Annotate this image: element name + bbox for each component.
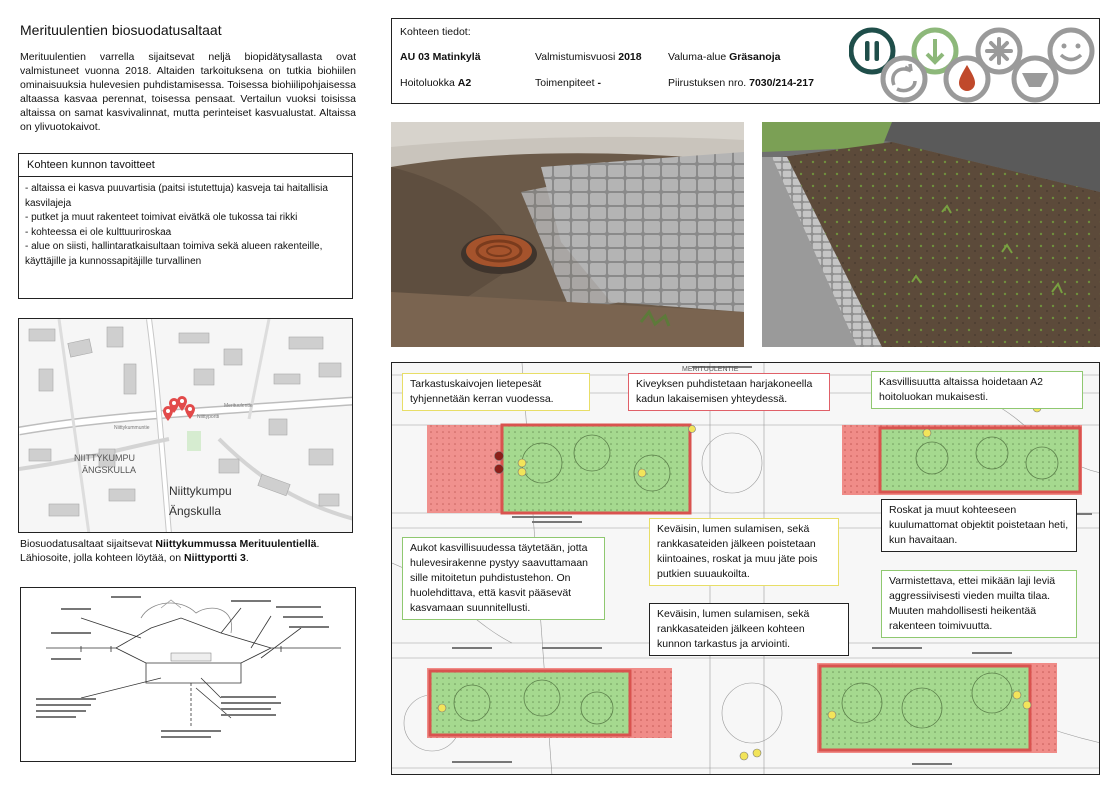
recycle-icon — [883, 58, 925, 100]
maintenance-class: Hoitoluokka A2 — [400, 77, 472, 89]
location-map — [18, 318, 353, 533]
map-caption-address: Niittyportti 3 — [184, 552, 246, 564]
note-litter-removal: Roskat ja muut kohteeseen kuulumattomat objektit poistetaan heti, kun havaitaan. — [881, 499, 1077, 552]
intro-text: Merituulentien varrella sijaitsevat neljä biopidätysallasta ovat valmistuneet vuonna 2018. Altaiden tarkoituksena on tutkia biohiilen ominaisuuksia hulevesien puhdistamisessa. Toisessa biohiilipohjaisessa altaassa kasvaa perennat, toisessa pensaat. Vertailun vuoksi toisissa altaissa on samat kasvivalinnat, mutta perinteiset kasvualustat. Altaissa on ylivuotokaivot. — [20, 51, 356, 133]
function-icons — [849, 27, 1099, 103]
catchment-area: Valuma-alue Gräsanoja — [668, 51, 781, 63]
basin-icon — [1014, 58, 1056, 100]
map-caption — [20, 537, 360, 565]
map-drawing — [19, 319, 353, 533]
map-caption-place: Niittykummussa Merituulentiellä — [155, 538, 317, 550]
goals-list — [19, 177, 352, 274]
measures: Toimenpiteet - — [535, 77, 601, 89]
page-title: Merituulentien biosuodatusaltaat — [20, 22, 222, 38]
goal-item: - alue on siisti, hallintaratkaisultaan toimiva sekä alueen rakenteille, käyttäjille ja kunnossapitäjille turvallinen — [25, 241, 323, 267]
map-label: Niittykummuntie — [114, 425, 150, 431]
site-info-box — [391, 18, 1100, 104]
note-vegetation-gaps: Aukot kasvillisuudessa täytetään, jotta hulevesirakenne pystyy saavuttamaan sille mitoitetun puhdistustehon. On huolehdittava, että kasvit pääsevät kasvamaan suunnitellusti. — [402, 537, 605, 620]
cross-section-svg — [21, 588, 356, 762]
photo-drawing — [391, 122, 744, 347]
note-invasive-species: Varmistettava, ettei mikään laji leviä aggressiivisesti vieden muilta tilaa. Muuten mahdollisesti heikentää rakenteen toimivuutta. — [881, 570, 1077, 638]
map-label: Niittykumpu — [169, 484, 232, 498]
drawing-number: Piirustuksen nro. 7030/214-217 — [668, 77, 814, 89]
completion-year: Valmistumisvuosi 2018 — [535, 51, 642, 63]
goals-box — [18, 153, 353, 299]
water-drop-icon — [946, 58, 988, 100]
plan-street-label: MERITUULENTIE — [682, 366, 739, 373]
note-paving-cleaning: Kiveyksen puhdistetaan harjakoneella kadun lakaisemisen yhteydessä. — [628, 373, 830, 411]
map-caption-text: . Lähiosoite, jolla kohteen löytää, on — [20, 538, 320, 564]
smiley-icon — [1050, 30, 1092, 72]
map-caption-text: Biosuodatusaltaat sijaitsevat — [20, 538, 156, 550]
site-photo-basin — [762, 122, 1100, 347]
map-label: Niittyportti — [197, 414, 220, 420]
photo-drawing — [762, 122, 1100, 347]
map-caption-text: . — [245, 552, 249, 564]
maintenance-plan — [391, 362, 1100, 775]
goal-item: - kohteessa ei ole kulttuuriroskaa — [25, 226, 172, 238]
note-sludge-pits: Tarkastuskaivojen lietepesät tyhjennetään kerran vuodessa. — [402, 373, 590, 411]
map-label: NIITTYKUMPU — [74, 453, 136, 463]
map-label: Ängskulla — [169, 504, 222, 518]
map-label: ÄNGSKULLA — [82, 465, 137, 475]
note-condition-inspection: Keväisin, lumen sulamisen, sekä rankkasateiden jälkeen kohteen kunnon tarkastus ja arviointi. — [649, 603, 849, 656]
map-label: Merituulentie — [224, 403, 253, 409]
site-photo-manhole — [391, 122, 744, 347]
cross-section-drawing — [20, 587, 356, 762]
goals-title: Kohteen kunnon tavoitteet — [19, 154, 352, 177]
note-pipe-outlets: Keväisin, lumen sulamisen, sekä rankkasateiden jälkeen poistetaan kiintoaines, roskat ja muu jäte pois putkien suuaukoilta. — [649, 518, 839, 586]
site-code: AU 03 Matinkylä — [400, 51, 481, 63]
info-header: Kohteen tiedot: — [400, 26, 471, 38]
goal-item: - putket ja muut rakenteet toimivat eivätkä ole tukossa tai rikki — [25, 212, 298, 223]
note-vegetation-class: Kasvillisuutta altaissa hoidetaan A2 hoitoluokan mukaisesti. — [871, 371, 1083, 409]
goal-item: - altaissa ei kasva puuvartisia (paitsi istutettuja) kasveja tai haitallisia kasvilajeja — [25, 183, 328, 209]
